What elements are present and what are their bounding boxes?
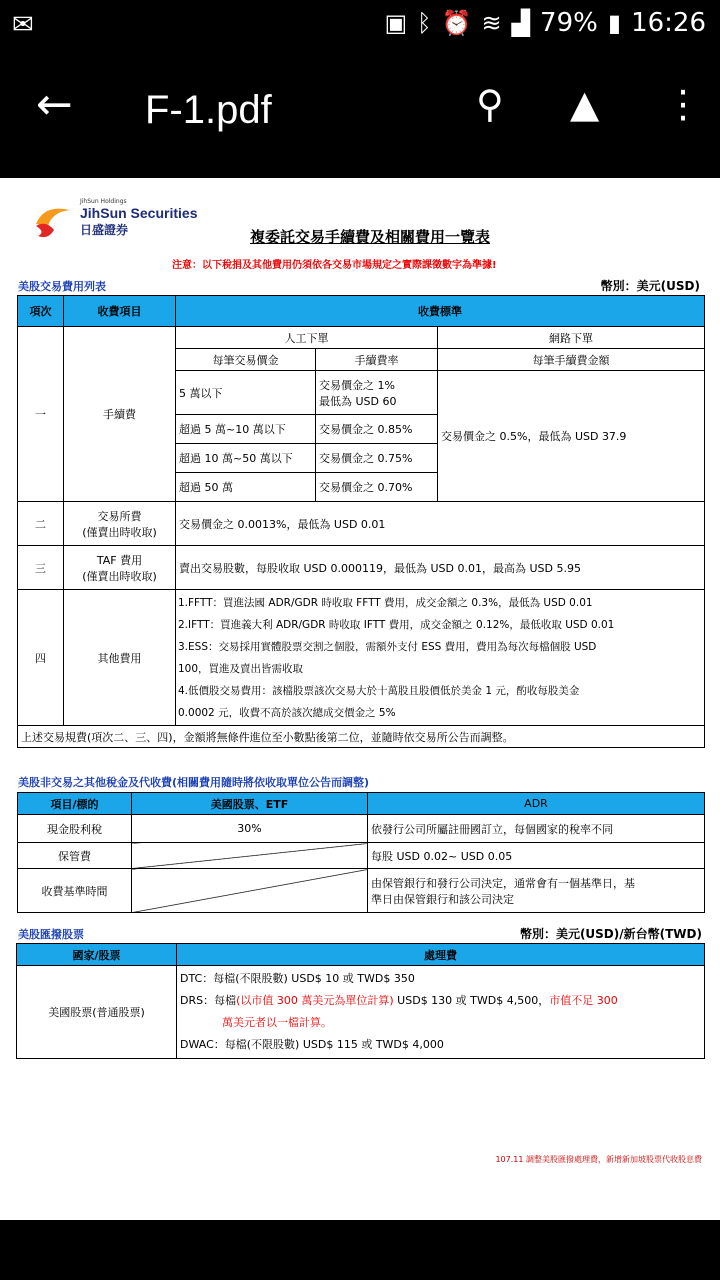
fee-base-time-adr <box>368 869 705 913</box>
dtc-fee: DTC：每檔(不限股數) USD$ 10 或 TWD$ 350 <box>180 972 415 985</box>
tier-rate: 交易價金之 0.70% <box>316 473 438 502</box>
tier-range: 5 萬以下 <box>176 371 316 415</box>
fee-base-time-text: 由保管銀行和發行公司決定，通常會有一個基準日，基 <box>371 876 635 890</box>
fee-note: 上述交易規費(項次二、三、四)，金額將無條件進位至小數點後第二位，並隨時依交易所公告而調整。 <box>18 726 705 748</box>
row2-item <box>64 502 176 546</box>
dwac-fee: DWAC：每檔(不限股數) USD$ 115 或 TWD$ 4,000 <box>180 1038 444 1051</box>
row2-item-note: (僅賣出時收取) <box>82 525 157 539</box>
ess-line-cont: 100，買進及賣出皆需收取 <box>178 662 304 675</box>
tier-range: 超過 10 萬~50 萬以下 <box>176 444 316 473</box>
dividend-tax-label: 現金股利稅 <box>18 815 132 843</box>
logo-holdings: JihSun Holdings <box>80 198 127 205</box>
row3-standard: 賣出交易股數，每股收取 USD 0.000119，最低為 USD 0.01，最高為 USD 5.95 <box>176 546 705 590</box>
more-options-icon[interactable]: ⋮ <box>664 82 702 126</box>
row2-no: 二 <box>18 502 64 546</box>
row3-no: 三 <box>18 546 64 590</box>
row1-no: 一 <box>18 327 64 502</box>
us-stock-label: 美國股票(普通股票) <box>17 966 177 1059</box>
ess-line: 3.ESS：交易採用實體股票交割之個股，需額外支付 ESS 費用，費用為每次每檔個股 USD <box>178 640 597 653</box>
pdf-page <box>0 178 720 1220</box>
battery-percent: 79% <box>540 8 598 38</box>
fee-base-time-label: 收費基準時間 <box>18 869 132 913</box>
drs-unit-note: (以市值 300 萬美元為單位計算) <box>236 994 394 1007</box>
screenshot-icon: ▣ <box>384 9 408 37</box>
header-standard: 收費標準 <box>176 296 705 327</box>
dividend-tax-adr: 依發行公司所屬註冊國訂立，每個國家的稅率不同 <box>368 815 705 843</box>
drs-minimum-note: 市值不足 300 <box>549 994 618 1007</box>
clock: 16:26 <box>631 8 706 38</box>
manual-order-header: 人工下單 <box>176 327 438 349</box>
low-price-line: 4.低價股交易費用：該檔股票該次交易大於十萬股且股價低於美金 1 元，酌收每股美金 <box>178 684 580 697</box>
tier-rate <box>316 371 438 415</box>
header-us-stock-etf: 美國股票、ETF <box>132 793 368 815</box>
col-online-fee: 每筆手續費金額 <box>438 349 705 371</box>
iftt-line: 2.IFTT：買進義大利 ADR/GDR 時收取 IFTT 費用，成交金額之 0.12%，最低收取 USD 0.01 <box>178 618 615 631</box>
alarm-icon: ⏰ <box>441 9 472 37</box>
row4-item: 其他費用 <box>64 590 176 726</box>
drs-minimum-note-cont: 萬美元者以一檔計算。 <box>222 1016 332 1029</box>
logo-chinese: 日盛證券 <box>80 223 129 237</box>
jihsun-logo-icon <box>34 202 72 240</box>
header-adr: ADR <box>368 793 705 815</box>
bottom-bar <box>0 1220 720 1280</box>
header-item-target: 項目/標的 <box>18 793 132 815</box>
stock-transfer-table <box>16 943 705 1059</box>
fee-base-time-text-cont: 準日由保管銀行和該公司決定 <box>371 892 514 906</box>
section-non-trading-fees: 美股非交易之其他稅金及代收費(相關費用隨時將依收取單位公告而調整) <box>18 776 370 789</box>
app-bar <box>0 50 720 178</box>
row4-no: 四 <box>18 590 64 726</box>
tier-rate-text: 交易價金之 1% <box>319 378 395 392</box>
drive-add-icon[interactable]: ▲ <box>570 82 600 126</box>
row4-standard <box>176 590 705 726</box>
col-trade-value: 每筆交易價金 <box>176 349 316 371</box>
row1-item: 手續費 <box>64 327 176 502</box>
battery-icon: ▮ <box>607 9 622 37</box>
row2-standard: 交易價金之 0.0013%，最低為 USD 0.01 <box>176 502 705 546</box>
online-fee: 交易價金之 0.5%，最低為 USD 37.9 <box>438 371 705 502</box>
custody-fee-etf <box>132 843 368 869</box>
tier-rate: 交易價金之 0.75% <box>316 444 438 473</box>
tier-range: 超過 50 萬 <box>176 473 316 502</box>
us-fee-table <box>17 295 705 748</box>
gmail-notification-icon: ✉ <box>12 10 34 40</box>
logo-english: JihSun Securities <box>80 205 198 221</box>
row3-item-note: (僅賣出時收取) <box>82 569 157 583</box>
fee-base-time-etf <box>132 869 368 913</box>
header-item: 收費項目 <box>64 296 176 327</box>
row3-item <box>64 546 176 590</box>
tier-rate: 交易價金之 0.85% <box>316 415 438 444</box>
section-us-trading-fees: 美股交易費用列表 <box>18 280 106 293</box>
wifi-icon: ≋ <box>481 9 502 37</box>
page-title: 複委託交易手續費及相關費用一覽表 <box>250 228 491 246</box>
revision-footnote: 107.11 調整美股匯撥處理費，新增新加坡股票代收股息費 <box>495 1155 702 1164</box>
fftt-line: 1.FFTT：買進法國 ADR/GDR 時收取 FFTT 費用，成交金額之 0.3%，最低為 USD 0.01 <box>178 596 593 609</box>
custody-fee-adr: 每股 USD 0.02~ USD 0.05 <box>368 843 705 869</box>
header-handling-fee: 處理費 <box>177 944 705 966</box>
transfer-fees <box>177 966 705 1059</box>
signal-icon: ▟ <box>511 9 531 37</box>
col-fee-rate: 手續費率 <box>316 349 438 371</box>
header-no: 項次 <box>18 296 64 327</box>
bluetooth-icon: ᛒ <box>417 9 432 37</box>
currency-label-2: 幣別：美元(USD)/新台幣(TWD) <box>519 927 702 941</box>
low-price-line-cont: 0.0002 元，收費不高於該次總成交價金之 5% <box>178 706 396 719</box>
dividend-tax-etf: 30% <box>132 815 368 843</box>
row2-item-name: 交易所費 <box>97 509 142 523</box>
non-trading-fee-table <box>17 792 705 913</box>
drs-fee <box>180 990 701 1012</box>
drs-prefix: DRS：每檔 <box>180 994 237 1007</box>
custody-fee-label: 保管費 <box>18 843 132 869</box>
search-icon[interactable]: ⚲ <box>476 82 504 126</box>
tier-range: 超過 5 萬~10 萬以下 <box>176 415 316 444</box>
tier-rate-min: 最低為 USD 60 <box>319 394 397 408</box>
drs-amount: USD$ 130 或 TWD$ 4,500， <box>393 994 550 1007</box>
row3-item-name: TAF 費用 <box>96 553 143 567</box>
document-title: F-1.pdf <box>145 88 272 132</box>
header-country-stock: 國家/股票 <box>17 944 177 966</box>
status-bar <box>0 0 720 50</box>
section-stock-transfer: 美股匯撥股票 <box>18 928 84 941</box>
online-order-header: 網路下單 <box>438 327 705 349</box>
notice-text: 注意：以下稅捐及其他費用仍須依各交易市場規定之實際課徵數字為準據! <box>172 260 497 271</box>
currency-label: 幣別：美元(USD) <box>600 279 700 293</box>
back-arrow-icon[interactable]: ← <box>36 79 73 130</box>
